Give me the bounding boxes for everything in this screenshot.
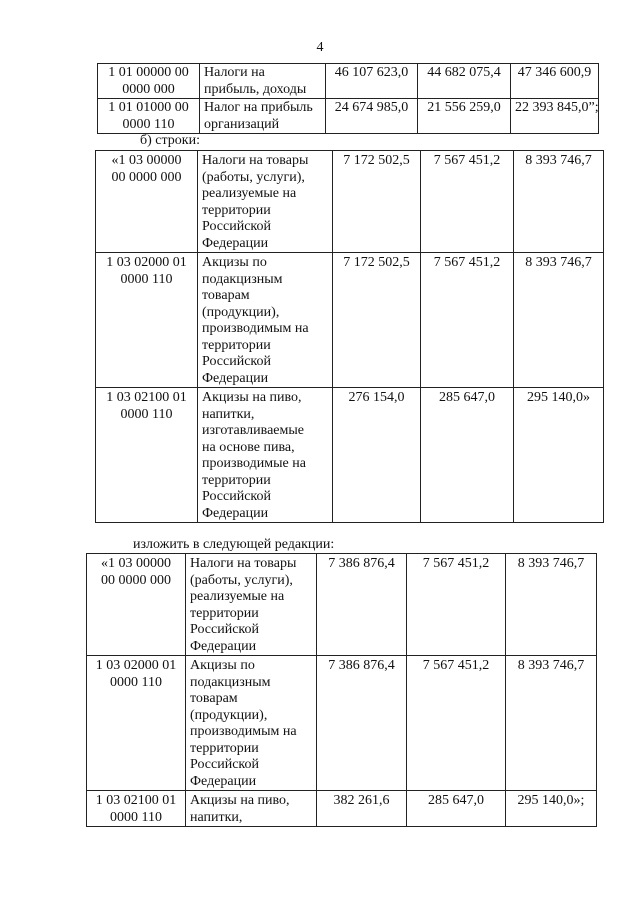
code-cell: «1 03 00000 00 0000 000 <box>96 151 198 253</box>
name-cell: Налоги на прибыль, доходы <box>200 64 326 99</box>
code-cell: 1 03 02000 01 0000 110 <box>87 656 186 791</box>
revenue-table-old-rows <box>95 150 604 523</box>
value-cell: 21 556 259,0 <box>418 99 511 134</box>
name-cell: Акцизы на пиво, напитки, <box>186 791 317 827</box>
value-cell: 8 393 746,7 <box>506 554 597 656</box>
value-cell: 47 346 600,9 <box>511 64 599 99</box>
value-cell: 22 393 845,0”; <box>511 99 599 134</box>
table-row <box>96 151 604 253</box>
name-cell: Налог на прибыль организаций <box>200 99 326 134</box>
value-cell: 7 567 451,2 <box>407 656 506 791</box>
value-cell: 46 107 623,0 <box>326 64 418 99</box>
value-cell: 8 393 746,7 <box>514 253 604 388</box>
value-cell: 7 567 451,2 <box>421 253 514 388</box>
value-cell: 7 567 451,2 <box>421 151 514 253</box>
value-cell: 44 682 075,4 <box>418 64 511 99</box>
value-cell: 276 154,0 <box>333 388 421 523</box>
value-cell: 295 140,0»; <box>506 791 597 827</box>
value-cell: 7 386 876,4 <box>317 554 407 656</box>
value-cell: 7 386 876,4 <box>317 656 407 791</box>
revenue-table-new-rows <box>86 553 597 827</box>
code-cell: 1 03 02100 01 0000 110 <box>96 388 198 523</box>
value-cell: 7 172 502,5 <box>333 253 421 388</box>
value-cell: 24 674 985,0 <box>326 99 418 134</box>
code-cell: 1 03 02100 01 0000 110 <box>87 791 186 827</box>
code-cell: 1 01 01000 00 0000 110 <box>98 99 200 134</box>
table-row <box>87 791 597 827</box>
caption-rows-b: б) строки: <box>140 133 200 148</box>
code-cell: 1 01 00000 00 0000 000 <box>98 64 200 99</box>
name-cell: Акцизы по подакцизным товарам (продукции), производимым на территории Российской Федерации <box>186 656 317 791</box>
name-cell: Акцизы на пиво, напитки, изготавливаемые на основе пива, производимые на территории Российской Федерации <box>198 388 333 523</box>
table-row <box>98 64 599 99</box>
value-cell: 8 393 746,7 <box>506 656 597 791</box>
page-number: 4 <box>316 40 324 55</box>
table-row <box>87 656 597 791</box>
table-row <box>96 388 604 523</box>
code-cell: «1 03 00000 00 0000 000 <box>87 554 186 656</box>
table-row <box>96 253 604 388</box>
value-cell: 7 567 451,2 <box>407 554 506 656</box>
caption-new-edition: изложить в следующей редакции: <box>133 537 335 552</box>
name-cell: Акцизы по подакцизным товарам (продукции), производимым на территории Российской Федерации <box>198 253 333 388</box>
name-cell: Налоги на товары (работы, услуги), реализуемые на территории Российской Федерации <box>186 554 317 656</box>
name-cell: Налоги на товары (работы, услуги), реализуемые на территории Российской Федерации <box>198 151 333 253</box>
value-cell: 285 647,0 <box>421 388 514 523</box>
code-cell: 1 03 02000 01 0000 110 <box>96 253 198 388</box>
value-cell: 382 261,6 <box>317 791 407 827</box>
value-cell: 7 172 502,5 <box>333 151 421 253</box>
value-cell: 8 393 746,7 <box>514 151 604 253</box>
table-row <box>87 554 597 656</box>
value-cell: 295 140,0» <box>514 388 604 523</box>
value-cell: 285 647,0 <box>407 791 506 827</box>
revenue-table-top <box>97 63 599 134</box>
table-row <box>98 99 599 134</box>
